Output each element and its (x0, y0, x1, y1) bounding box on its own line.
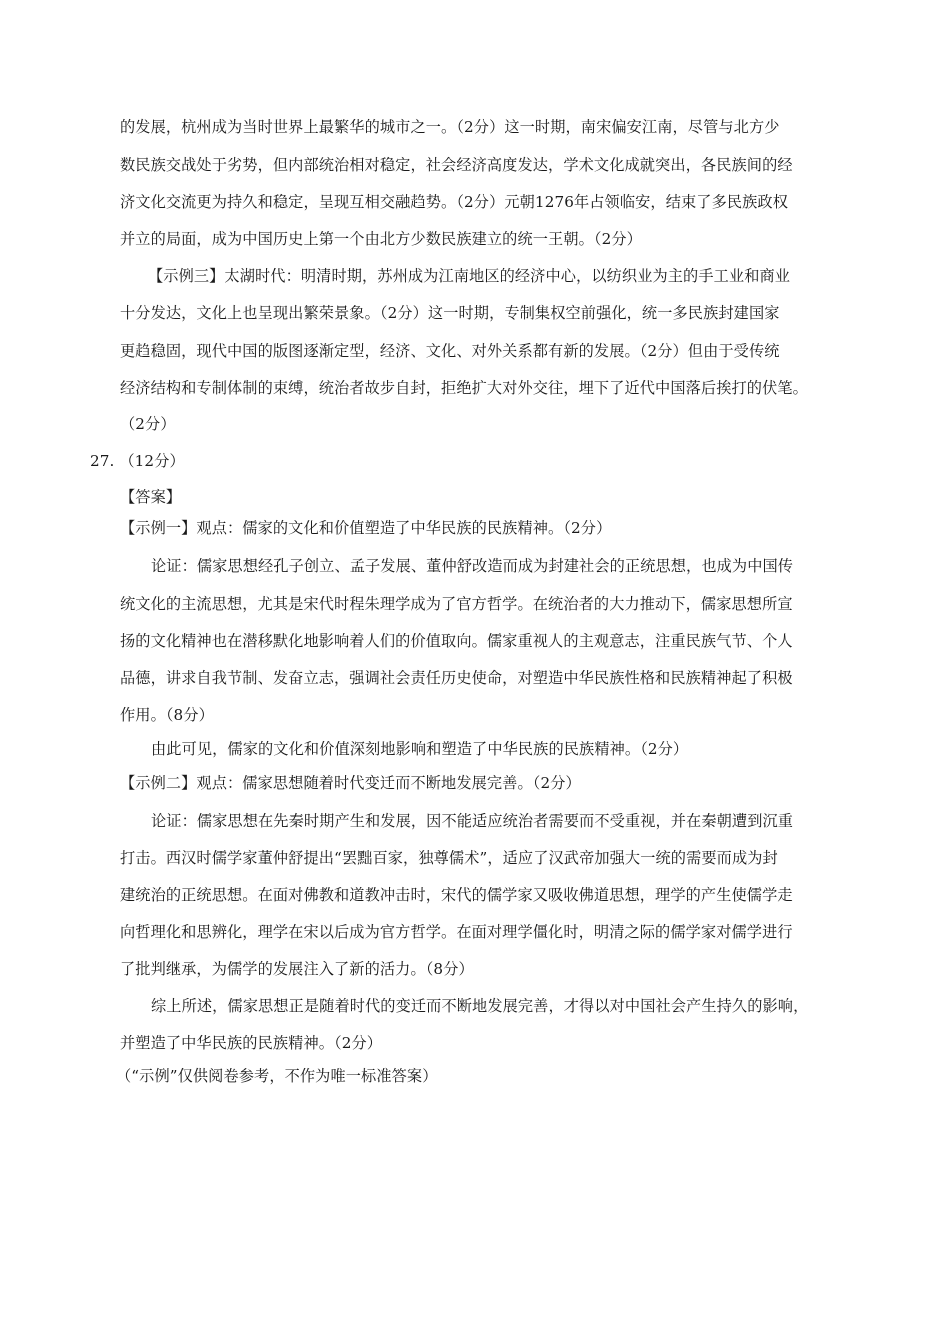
text-line: 数民族交战处于劣势，但内部统治相对稳定，社会经济高度发达，学术文化成就突出，各民族间的经 (120, 156, 793, 174)
example-three-paragraph: 【示例三】太湖时代：明清时期，苏州成为江南地区的经济中心，以纺织业为主的手工业和商业 (148, 267, 791, 285)
text-line: 了批判继承，为儒学的发展注入了新的活力。（8分） (120, 960, 474, 978)
example-two-viewpoint: 【示例二】观点：儒家思想随着时代变迁而不断地发展完善。（2分） (120, 774, 581, 792)
text-line: 建统治的正统思想。在面对佛教和道教冲击时，宋代的儒学家又吸收佛道思想，理学的产生使儒学走 (120, 886, 793, 904)
answer-heading: 【答案】 (120, 488, 182, 506)
text-line: 的发展，杭州成为当时世界上最繁华的城市之一。（2分）这一时期，南宋偏安江南，尽管与北方少 (120, 118, 780, 136)
text-line: 并塑造了中华民族的民族精神。（2分） (120, 1034, 383, 1052)
reference-note: （“示例”仅供阅卷参考，不作为唯一标准答案） (116, 1067, 438, 1085)
argument-paragraph: 论证：儒家思想在先秦时期产生和发展，因不能适应统治者需要而不受重视，并在秦朝遭到沉重 (151, 812, 794, 830)
text-line: 十分发达，文化上也呈现出繁荣景象。（2分）这一时期，专制集权空前强化，统一多民族封建国家 (120, 304, 780, 322)
text-line: 作用。（8分） (120, 706, 214, 724)
text-line: 统文化的主流思想，尤其是宋代时程朱理学成为了官方哲学。在统治者的大力推动下，儒家思想所宣 (120, 595, 793, 613)
text-line: 并立的局面，成为中国历史上第一个由北方少数民族建立的统一王朝。（2分） (120, 230, 642, 248)
text-line: 品德，讲求自我节制、发奋立志，强调社会责任历史使命，对塑造中华民族性格和民族精神起了积极 (120, 669, 793, 687)
argument-paragraph: 论证：儒家思想经孔子创立、孟子发展、董仲舒改造而成为封建社会的正统思想，也成为中国传 (151, 557, 794, 575)
text-line: 向哲理化和思辨化，理学在宋以后成为官方哲学。在面对理学僵化时，明清之际的儒学家对儒学进行 (120, 923, 793, 941)
text-line: 打击。西汉时儒学家董仲舒提出“罢黜百家，独尊儒术”，适应了汉武帝加强大一统的需要而成为封 (120, 849, 778, 867)
text-line: 济文化交流更为持久和稳定，呈现互相交融趋势。（2分）元朝1276年占领临安，结束了多民族政权 (120, 193, 789, 211)
text-line: 更趋稳固，现代中国的版图逐渐定型，经济、文化、对外关系都有新的发展。（2分）但由于受传统 (120, 342, 780, 360)
conclusion-line: 由此可见，儒家的文化和价值深刻地影响和塑造了中华民族的民族精神。（2分） (151, 740, 689, 758)
text-line: 扬的文化精神也在潜移默化地影响着人们的价值取向。儒家重视人的主观意志，注重民族气节、个人 (120, 632, 793, 650)
summary-paragraph: 综上所述，儒家思想正是随着时代的变迁而不断地发展完善，才得以对中国社会产生持久的影响， (151, 997, 809, 1015)
text-line: 经济结构和专制体制的束缚，统治者故步自封，拒绝扩大对外交往，埋下了近代中国落后挨打的伏笔。 (120, 379, 808, 397)
question-number: 27. （12分） (90, 452, 185, 470)
example-one-viewpoint: 【示例一】观点：儒家的文化和价值塑造了中华民族的民族精神。（2分） (120, 519, 612, 537)
text-line: （2分） (120, 415, 176, 433)
